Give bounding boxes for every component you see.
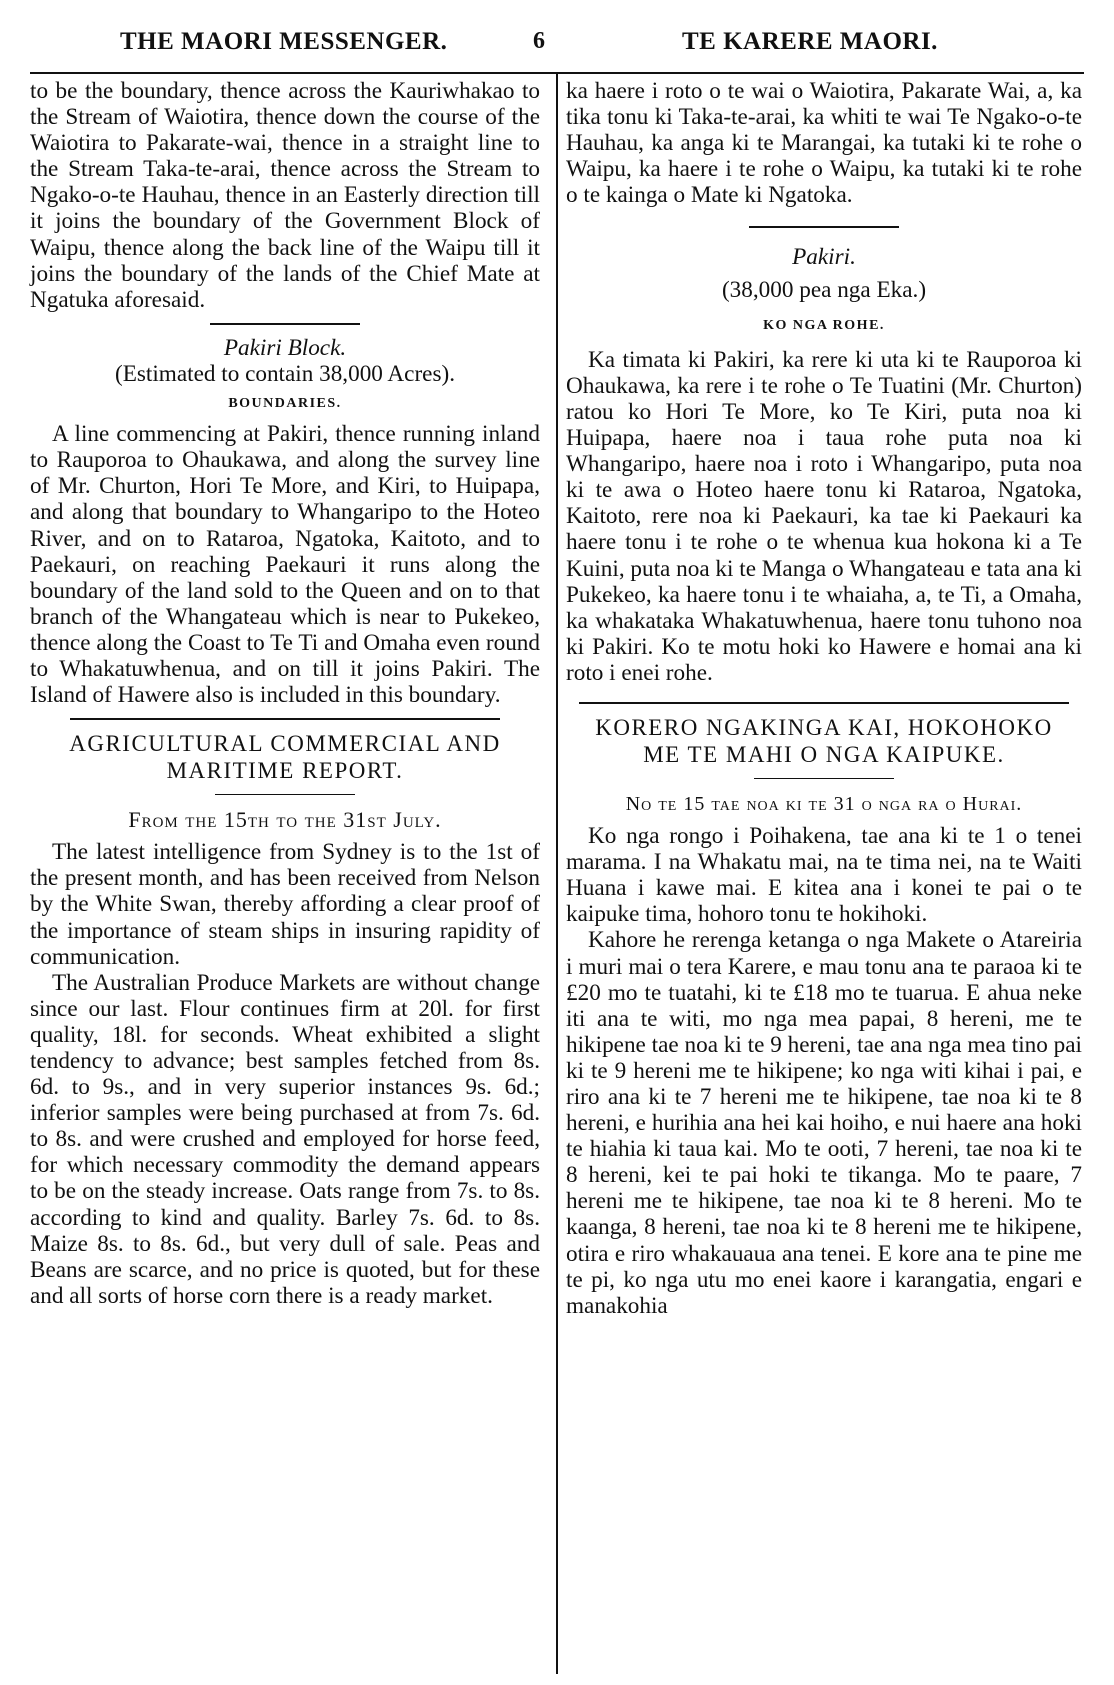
section-rule bbox=[749, 226, 899, 228]
english-column bbox=[30, 78, 540, 1309]
boundary-text-continued: ka haere i roto o te wai o Waiotira, Pakarate Wai, a, ka tika tonu ki Taka-te-arai, ka whiti te wai Te Ngako-o-te Hauhau, ka anga ki te Marangai, ka tutaki ki te rohe o Waipu, ka haere i te rohe o Waipu, ka tutaki ki te rohe o te kainga o Mate ki Ngatoka. bbox=[566, 78, 1082, 209]
boundaries-heading: BOUNDARIES. bbox=[228, 396, 342, 412]
column-divider bbox=[556, 74, 558, 1674]
title-rule bbox=[754, 778, 894, 779]
masthead-english: THE MAORI MESSENGER. bbox=[120, 28, 448, 55]
report-dates: No te 15 tae noa ki te 31 o nga ra o Hurai. bbox=[625, 792, 1023, 815]
section-rule bbox=[70, 718, 500, 720]
report-title-line1: KORERO NGAKINGA KAI, HOKOHOKO bbox=[595, 714, 1053, 740]
report-title-line2: ME TE MAHI O NGA KAIPUKE. bbox=[643, 741, 1005, 767]
pakiri-boundary-text: A line commencing at Pakiri, thence running inland to Rauporoa to Ohaukawa, and along the survey line of Mr. Churton, Hori Te More, and Kiri, to Huipapa, and along that boundary to Whangaripo to the Hoteo River, and on to Rataroa, Ngatoka, Kaitoto, and to Paekauri, on reaching Paekauri it runs along the boundary of the land sold to the Queen and on to that branch of the Whangateau which is near to Pukekeo, thence along the Coast to Te Ti and Omaha even round to Whakatuwhenua, and on till it joins Pakiri. The Island of Hawere also is included in this boundary. bbox=[30, 421, 540, 709]
block-estimate: (Estimated to contain 38,000 Acres). bbox=[115, 360, 455, 387]
block-title: Pakiri. bbox=[792, 244, 856, 271]
block-estimate: (38,000 pea nga Eka.) bbox=[721, 276, 927, 303]
report-paragraph-1: Ko nga rongo i Poihakena, tae ana ki te 1 o tenei marama. I na Whakatu mai, na te tima nei, na te Waiti Huana i kawe mai. E kitea ana i konei te pai o te kaipuke tima, hohoro tonu te hokihoki. bbox=[566, 823, 1082, 928]
section-rule bbox=[210, 323, 360, 325]
report-title-line1: AGRICULTURAL COMMERCIAL AND bbox=[69, 731, 501, 757]
boundaries-heading: KO NGA ROHE. bbox=[763, 317, 885, 333]
page-number: 6 bbox=[533, 28, 545, 54]
report-paragraph-2: Kahore he rerenga ketanga o nga Makete o Atareiria i muri mai o tera Karere, e mau tonu ana te paraoa ki te £20 mo te tuatahi, ki te £18 mo te tuarua. E ahua neke iti ana te witi, mo nga mea papai, 8 hereni, me te hikipene tae noa ki te 9 hereni, tae ana nga mea tino pai ki te 9 hereni me te hikipene; ko nga witi kihai i pai, e riro ana ki te 7 hereni me te hikipene, tae noa ki te 8 hereni, e hurihia ana hei kai hoiho, e nui haere ana hoki te hiahia ki taua kai. Mo te ooti, 7 hereni, tae noa ki te 8 hereni, kei te pai hoki te tikanga. Mo te paare, 7 hereni me te hikipene, tae noa ki te 8 hereni. Mo te kaanga, 8 hereni, tae noa ki te 8 hereni me te hikipene, otira e riro whakauaua ana tenei. E kore ana te pine me te pi, ko nga utu mo enei kaore i karangatia, engari e manakohia bbox=[566, 927, 1082, 1319]
report-dates: From the 15th to the 31st July. bbox=[128, 807, 442, 833]
report-paragraph-1: The latest intelligence from Sydney is to the 1st of the present month, and has been received from Nelson by the White Swan, thereby affording a clear proof of the importance of steam ships in insuring rapidity of communication. bbox=[30, 839, 540, 970]
page-header bbox=[0, 28, 1114, 68]
boundary-text-continued: to be the boundary, thence across the Kauriwhakao to the Stream of Waiotira, thence down the course of the Waiotira to Pakarate-wai, thence in a straight line to the Stream Taka-te-arai, thence across the Stream to Ngako-o-te Hauhau, thence in an Easterly direction till it joins the boundary of the Government Block of Waipu, thence along the back line of the Waipu till it joins the boundary of the lands of the Chief Mate at Ngatuka aforesaid. bbox=[30, 78, 540, 313]
section-rule bbox=[579, 702, 1069, 704]
block-title: Pakiri Block. bbox=[223, 334, 347, 361]
pakiri-boundary-text: Ka timata ki Pakiri, ka rere ki uta ki te Rauporoa ki Ohaukawa, ka rere i te rohe o Te Tuatini (Mr. Churton) ratou ko Hori Te More, ko Te Kiri, puta noa ki Huipapa, haere noa i taua rohe puta noa ki Whangaripo, haere noa i roto i Whangaripo, puta noa ki te awa o Hoteo haere tonu ki Rataroa, Ngatoka, Kaitoto, rere noa ki Paekauri, ka tae ki Paekauri ka haere tonu i te rohe o te whenua kua hokona ki a Te Kuini, puta noa ki te Manga o Whangateau e tata ana ki Pukekeo, ka haere tonu i te whaiaha, a, te Ti, a Omaha, ka whakataka Whakatuwhenua, haere tonu tuhono noa ki Pakiri. Ko te motu hoki ko Hawere e homai ana ki roto i enei rohe. bbox=[566, 346, 1082, 686]
report-paragraph-2: The Australian Produce Markets are without change since our last. Flour continues firm at 20l. for first quality, 18l. for seconds. Wheat exhibited a slight tendency to advance; best samples fetched from 8s. 6d. to 9s., and in very superior instances 9s. 6d.; inferior samples were being purchased at from 7s. 6d. to 8s. and were crushed and employed for horse feed, for which necessary commodity the demand appears to be on the steady increase. Oats range from 7s. to 8s. according to kind and quality. Barley 7s. 6d. to 8s. Maize 8s. to 8s. 6d., but very dull of sale. Peas and Beans are scarce, and no price is quoted, but for these and all sorts of horse corn there is a ready market. bbox=[30, 969, 540, 1309]
masthead-maori: TE KARERE MAORI. bbox=[682, 28, 938, 55]
maori-column bbox=[566, 78, 1082, 1319]
report-title-line2: MARITIME REPORT. bbox=[166, 758, 404, 784]
title-rule bbox=[215, 794, 355, 795]
